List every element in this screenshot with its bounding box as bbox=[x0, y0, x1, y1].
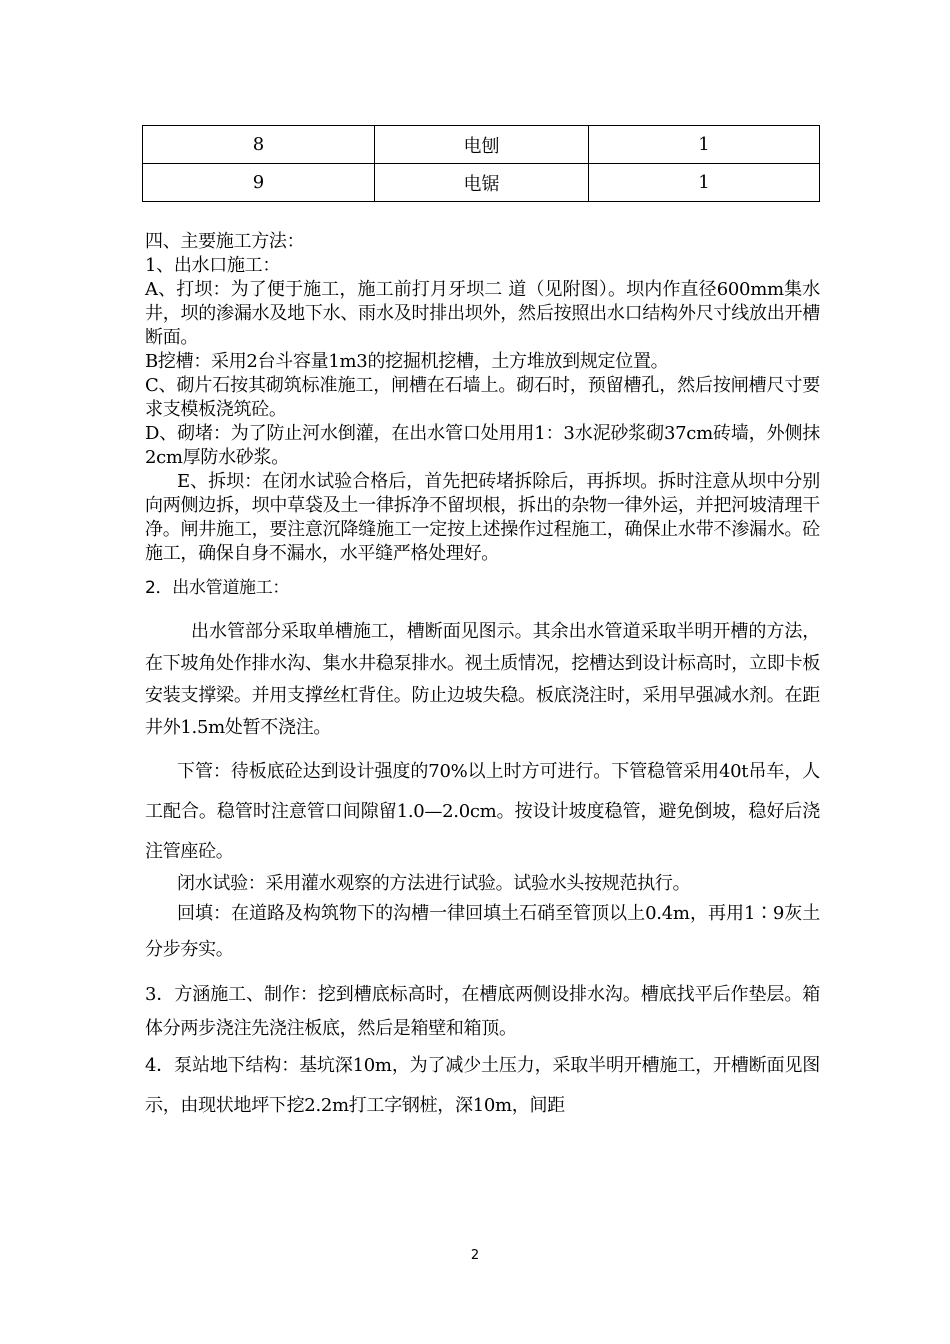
paragraph-plug: D、砌堵：为了防止河水倒灌，在出水管口处用用1：3水泥砂浆砌37cm砖墙，外侧抹2cm厚防水砂浆。 bbox=[145, 423, 820, 468]
paragraph-box-culvert: 3．方涵施工、制作：挖到槽底标高时，在槽底两侧设排水沟。槽底找平后作垫层。箱体分两步浇注先浇注板底，然后是箱壁和箱顶。 bbox=[145, 984, 820, 1039]
table-cell-qty: 1 bbox=[589, 164, 820, 202]
document-body bbox=[145, 230, 820, 1126]
table-row bbox=[143, 164, 820, 202]
page-number: 2 bbox=[470, 1248, 480, 1263]
table-cell-name: 电刨 bbox=[375, 126, 589, 164]
subsection-heading-outlet: 1、出水口施工： bbox=[145, 255, 281, 276]
table-cell-name: 电锯 bbox=[375, 164, 589, 202]
table-row bbox=[143, 126, 820, 164]
equipment-table bbox=[142, 125, 820, 202]
paragraph-water-test: 闭水试验：采用灌水观察的方法进行试验。试验水头按规范执行。 bbox=[177, 873, 691, 894]
paragraph-pipe-trench: 出水管部分采取单槽施工，槽断面见图示。其余出水管道采取半明开槽的方法，在下坡角处作排水沟、集水井稳泵排水。视土质情况，挖槽达到设计标高时，立即卡板安装支撑梁。并用支撑丝杠背住。防止边坡失稳。板底浇注时，采用早强减水剂。在距井外1.5m处暂不浇注。 bbox=[145, 621, 820, 738]
paragraph-cofferdam: A、打坝：为了便于施工，施工前打月牙坝二 道（见附图）。坝内作直径600mm集水井，坝的渗漏水及地下水、雨水及时排出坝外，然后按照出水口结构外尺寸线放出开槽断面。 bbox=[145, 279, 820, 348]
table-cell-no: 9 bbox=[143, 164, 375, 202]
paragraph-masonry: C、砌片石按其砌筑标准施工，闸槽在石墙上。砌石时，预留槽孔，然后按闸槽尺寸要求支模板浇筑砼。 bbox=[145, 375, 820, 420]
paragraph-pipe-laying: 下管：待板底砼达到设计强度的70%以上时方可进行。下管稳管采用40t吊车，人工配合。稳管时注意管口间隙留1.0—2.0cm。按设计坡度稳管，避免倒坡，稳好后浇注管座砼。 bbox=[145, 761, 820, 862]
paragraph-dam-removal: E、拆坝：在闭水试验合格后，首先把砖堵拆除后，再拆坝。拆时注意从坝中分别向两侧边拆，坝中草袋及土一律拆净不留坝根，拆出的杂物一律外运，并把河坡清理干净。闸井施工，要注意沉降缝施工一定按上述操作过程施工，确保止水带不渗漏水。砼施工，确保自身不漏水，水平缝严格处理好。 bbox=[145, 471, 820, 564]
table-cell-no: 8 bbox=[143, 126, 375, 164]
paragraph-backfill: 回填：在道路及构筑物下的沟槽一律回填土石硝至管顶以上0.4m，再用1∶9灰土分步夯实。 bbox=[145, 903, 820, 960]
section-heading: 四、主要施工方法： bbox=[145, 231, 305, 252]
subsection-heading-pipe: 2．出水管道施工： bbox=[145, 578, 290, 598]
paragraph-pump-station: 4．泵站地下结构：基坑深10m，为了减少土压力，采取半明开槽施工，开槽断面见图示，由现状地坪下挖2.2m打工字钢桩，深10m，间距 bbox=[145, 1055, 820, 1116]
paragraph-trench: B挖槽：采用2台斗容量1m3的挖掘机挖槽，土方堆放到规定位置。 bbox=[145, 351, 669, 372]
table-cell-qty: 1 bbox=[589, 126, 820, 164]
